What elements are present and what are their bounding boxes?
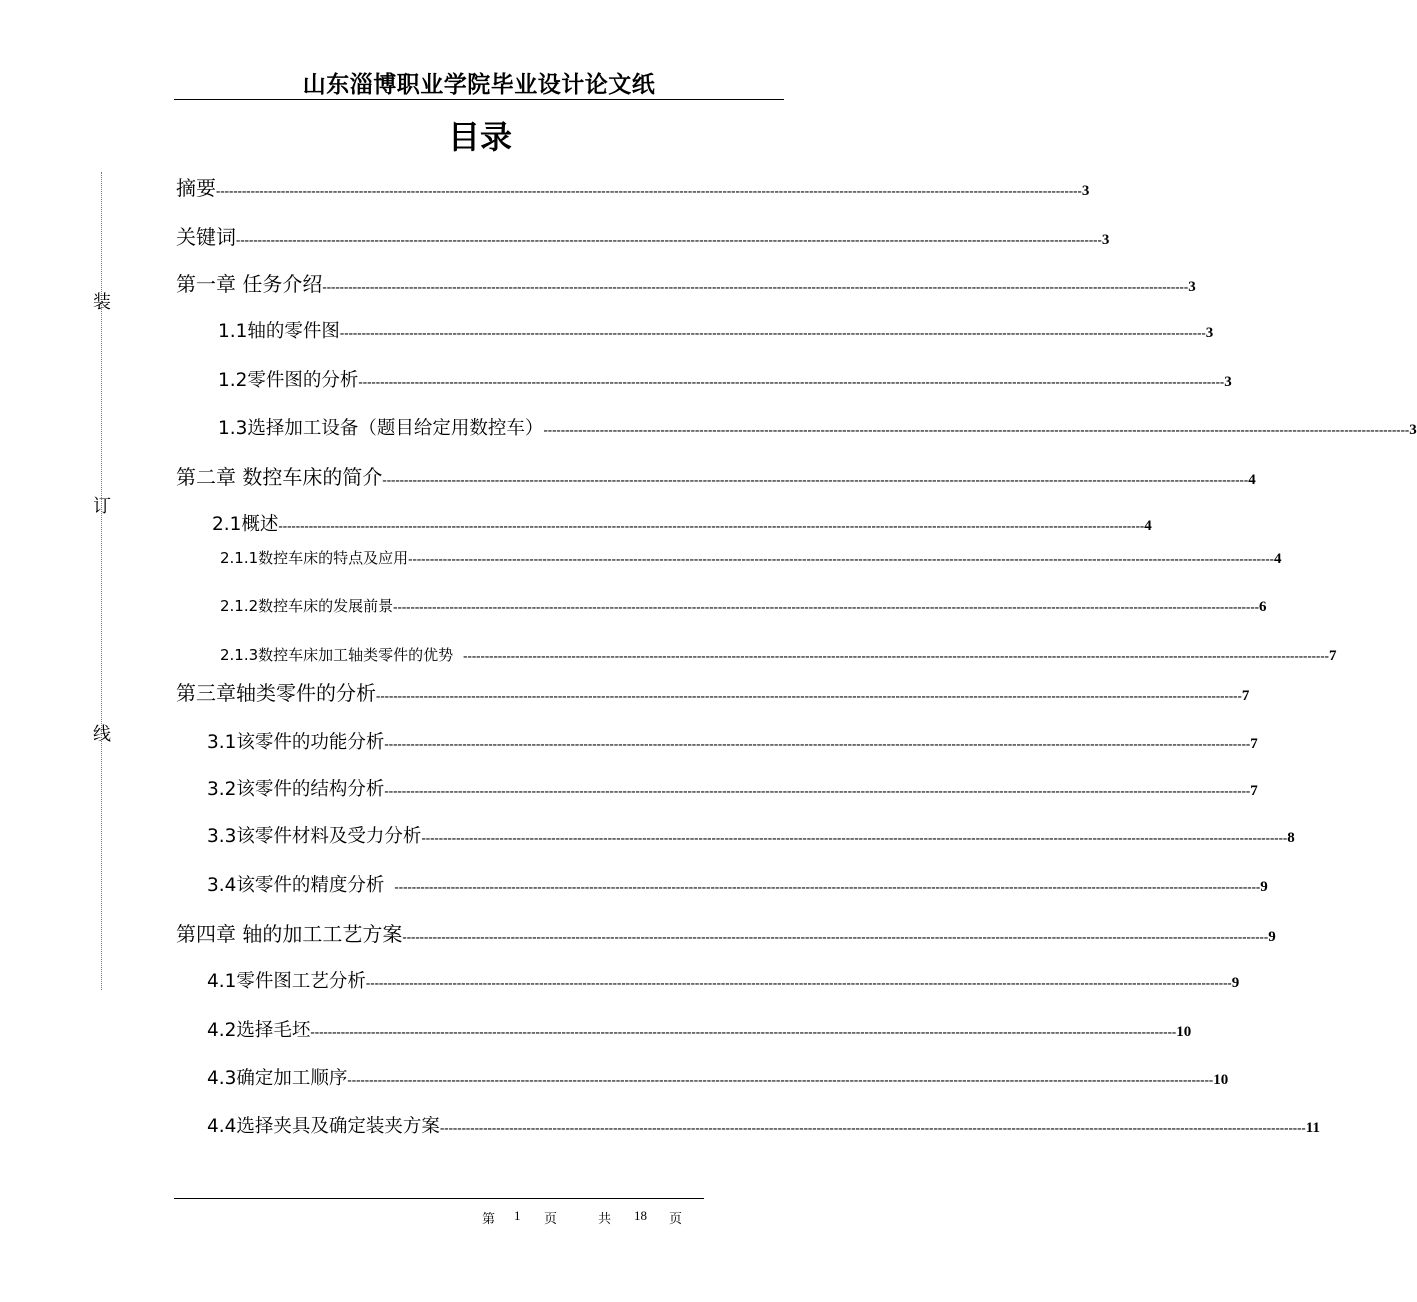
toc-entry-label: 第二章 数控车床的简介 [176,465,383,489]
toc-entry-page: 7 [1329,648,1337,664]
toc-entry-page: 4 [1144,518,1152,534]
toc-leader: -------------------------------------------------------------------------------------------------------------------------------------------------------------------------------------------------------- [216,183,1082,198]
footer-page-prefix: 第 [482,1211,496,1226]
toc-leader: -------------------------------------------------------------------------------------------------------------------------------------------------------------------------------------------------------- [393,599,1259,614]
toc-entry[interactable] [207,1112,1320,1138]
toc-entry-page: 3 [1409,422,1417,438]
document-header-title: 山东淄博职业学院毕业设计论文纸 [302,72,656,98]
toc-entry[interactable] [220,595,1267,616]
toc-entry[interactable] [176,172,1090,201]
toc-entry-label: 4.2选择毛坯 [207,1020,311,1041]
footer-page-unit: 页 [544,1211,558,1226]
toc-leader: -------------------------------------------------------------------------------------------------------------------------------------------------------------------------------------------------------- [310,1024,1177,1039]
toc-leader: -------------------------------------------------------------------------------------------------------------------------------------------------------------------------------------------------------- [384,736,1251,751]
toc-entry-page: 10 [1213,1072,1229,1088]
toc-entry-page: 3 [1224,374,1232,390]
toc-entry[interactable] [212,510,1152,536]
toc-entry[interactable] [207,1064,1229,1090]
footer-rule [174,1198,704,1199]
toc-leader: -------------------------------------------------------------------------------------------------------------------------------------------------------------------------------------------------------- [402,929,1269,944]
toc-leader: -------------------------------------------------------------------------------------------------------------------------------------------------------------------------------------------------------- [382,472,1249,487]
binding-mark-zhuang: 装 [93,292,111,313]
toc-entry-label: 2.1.2数控车床的发展前景 [220,597,394,615]
toc-entry[interactable] [220,547,1282,568]
toc-entry[interactable] [176,461,1256,490]
toc-entry[interactable] [176,677,1250,706]
toc-leader: -------------------------------------------------------------------------------------------------------------------------------------------------------------------------------------------------------- [358,374,1225,389]
page-title: 目录 [447,118,512,156]
toc-leader: -------------------------------------------------------------------------------------------------------------------------------------------------------------------------------------------------------- [365,975,1232,990]
footer-total-prefix: 共 [598,1211,612,1226]
toc-entry-label: 第四章 轴的加工工艺方案 [176,922,403,946]
toc-entry[interactable] [218,366,1232,392]
toc-leader: -------------------------------------------------------------------------------------------------------------------------------------------------------------------------------------------------------- [463,648,1329,663]
toc-entry-label: 4.3确定加工顺序 [207,1068,348,1089]
toc-leader: -------------------------------------------------------------------------------------------------------------------------------------------------------------------------------------------------------- [439,1120,1306,1135]
toc-entry-label: 3.1该零件的功能分析 [207,732,385,753]
toc-leader: -------------------------------------------------------------------------------------------------------------------------------------------------------------------------------------------------------- [278,518,1145,533]
toc-entry[interactable] [220,644,1337,665]
toc-leader: -------------------------------------------------------------------------------------------------------------------------------------------------------------------------------------------------------- [384,783,1251,798]
toc-leader: -------------------------------------------------------------------------------------------------------------------------------------------------------------------------------------------------------- [543,422,1410,437]
toc-entry[interactable] [207,1016,1192,1042]
toc-entry[interactable] [207,871,1268,897]
toc-leader: -------------------------------------------------------------------------------------------------------------------------------------------------------------------------------------------------------- [394,879,1261,894]
footer-total-unit: 页 [669,1211,683,1226]
toc-entry-label: 摘要 [176,176,216,200]
toc-entry-page: 4 [1248,472,1256,488]
toc-entry-label: 3.4该零件的精度分析 [207,875,385,896]
toc-leader: -------------------------------------------------------------------------------------------------------------------------------------------------------------------------------------------------------- [236,232,1102,247]
toc-entry[interactable] [176,268,1196,297]
toc-entry[interactable] [207,967,1240,993]
toc-entry-label: 2.1概述 [212,514,279,535]
toc-entry[interactable] [207,822,1295,848]
footer-page-total: 18 [634,1208,647,1223]
toc-entry-page: 6 [1259,599,1267,615]
toc-entry-label: 1.1轴的零件图 [218,321,340,342]
toc-entry-page: 7 [1250,783,1258,799]
toc-leader: -------------------------------------------------------------------------------------------------------------------------------------------------------------------------------------------------------- [322,279,1189,294]
toc-entry-page: 10 [1176,1024,1192,1040]
toc-entry-label: 4.1零件图工艺分析 [207,971,366,992]
toc-entry-label: 3.3该零件材料及受力分析 [207,826,422,847]
toc-entry-label: 2.1.1数控车床的特点及应用 [220,549,409,567]
footer-page-current: 1 [514,1208,521,1223]
toc-entry-page: 7 [1250,736,1258,752]
toc-entry-label: 2.1.3数控车床加工轴类零件的优势 [220,646,454,664]
binding-mark-xian: 线 [93,724,111,745]
toc-entry-page: 3 [1205,325,1214,341]
toc-entry-label: 4.4选择夹具及确定装夹方案 [207,1116,440,1137]
toc-entry-page: 3 [1188,279,1196,295]
toc-entry[interactable] [218,317,1214,343]
toc-leader: -------------------------------------------------------------------------------------------------------------------------------------------------------------------------------------------------------- [421,830,1288,845]
toc-entry-label: 第三章轴类零件的分析 [176,681,376,705]
toc-entry-page: 7 [1241,688,1250,704]
toc-entry-label: 1.2零件图的分析 [218,370,359,391]
binding-mark-ding: 订 [93,496,111,517]
toc-entry-label: 关键词 [176,225,236,249]
toc-entry-label: 第一章 任务介绍 [176,272,323,296]
toc-entry-label: 3.2该零件的结构分析 [207,779,385,800]
toc-entry[interactable] [207,775,1258,801]
toc-entry-page: 9 [1268,929,1276,945]
toc-entry-page: 8 [1287,830,1295,846]
toc-entry[interactable] [207,728,1258,754]
toc-entry-page: 9 [1260,879,1268,895]
toc-entry-page: 9 [1231,975,1240,991]
toc-leader: -------------------------------------------------------------------------------------------------------------------------------------------------------------------------------------------------------- [376,688,1242,703]
toc-entry-page: 3 [1081,183,1090,199]
toc-entry-page: 3 [1101,232,1110,248]
header-rule [174,99,784,100]
toc-leader: -------------------------------------------------------------------------------------------------------------------------------------------------------------------------------------------------------- [339,325,1206,340]
toc-leader: -------------------------------------------------------------------------------------------------------------------------------------------------------------------------------------------------------- [408,551,1274,566]
toc-entry[interactable] [176,918,1276,947]
toc-entry-page: 11 [1305,1120,1320,1136]
toc-entry-label: 1.3选择加工设备（题目给定用数控车） [218,418,544,439]
toc-entry-page: 4 [1274,551,1282,567]
toc-leader: -------------------------------------------------------------------------------------------------------------------------------------------------------------------------------------------------------- [347,1072,1214,1087]
toc-entry[interactable] [176,221,1110,250]
toc-entry[interactable] [218,414,1417,440]
